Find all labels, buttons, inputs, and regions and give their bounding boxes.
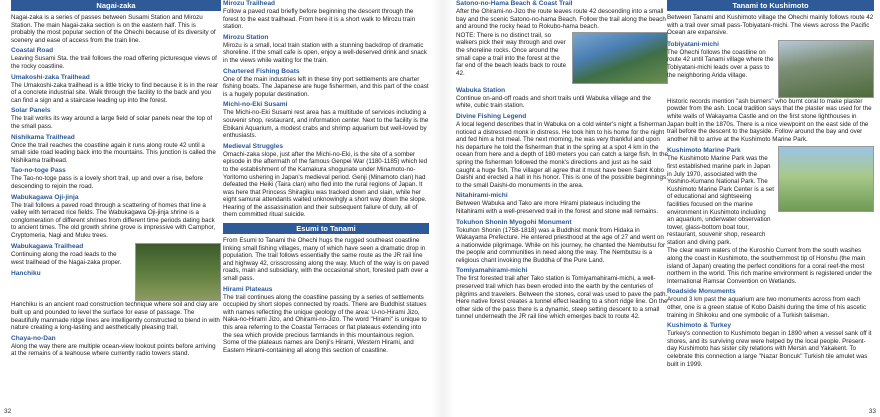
paragraph: Tokuhon Shonin (1758-1818) was a Buddhist monk from Hidaka in Wakayama Prefecture. He entered priesthood at the age of 27 and went on a nationwide pilgrimage. While on his journey, he chanted the Nembutsu for the people and communities in need along the way. The Nembutsu is a religious chant invoking the Buddha of the Pure Land. xyxy=(456,226,666,264)
paragraph: Leaving Susami Sta. the trail follows the road offering picturesque views of the rocky coastline. xyxy=(11,55,217,70)
section-banner-nagai-zaka: Nagai-zaka xyxy=(11,0,221,11)
intro-paragraph: Between Tanami and Kushimoto village the Ohechi mainly follows route 42 with a trail over small pass-Tobiyatani-michi. The views across the Pacific Ocean are expansive. xyxy=(667,14,874,37)
paragraph: Once the trail reaches the coastline again it runs along route 42 until a small side road leading back into the mountains. This junction is called the Nishikama trailhead. xyxy=(11,141,216,164)
heading-solar-panels: Solar Panels xyxy=(11,107,51,115)
heading-umakoshi-zaka: Umakoshi-zaka Trailhead xyxy=(11,73,90,81)
paragraph: Historic records mention "ash burners" who burnt coral to make plaster powder from the ash. Local tradition says that the plaster was used for the white walls of Wakayama Castle and on the first stone lighthouses in Japan built in the 1870s. There is a nice viewpoint on the east side of the trail before the descent to the bayside. Follow around the bay and over another hill to arrive at the Kushimoto Marine Park. xyxy=(667,97,872,143)
paragraph: The first forested trail after Tako station is Tomiyamahirami-michi, a well-preserved trail which has been eroded into the earth by the centuries of pilgrims and travelers. Between the stones, coral was used to pave the path. Here native forest creates a tunnel effect leading to a short ridge line. On the other side of the pass there is a dynamic, steep setting descent to a small tunnel underneath the JR rail line which emerges back to route 42. xyxy=(456,275,668,321)
paragraph: Along the way there are multiple ocean-view lookout points before arriving at the remains of a teahouse where currently radio towers stand. xyxy=(11,342,216,358)
heading-michi-no-eki: Michi-no-Eki Susami xyxy=(223,101,288,109)
heading-divine-fishing-legend: Divine Fishing Legend xyxy=(456,112,527,120)
page-gutter xyxy=(432,0,454,417)
paragraph: The Umakoshi-zaka trailhead is a little tricky to find because it is in the rear of a concrete industrial site. Walk through the facility to the back and you can find a sign and a staircase leading up into the forest. xyxy=(11,81,219,104)
heading-tokuhon-shonin: Tokuhon Shonin Myogohi Monument xyxy=(456,218,572,226)
heading-mirozu-station: Mirozu Station xyxy=(223,33,269,41)
heading-wabukagawa-oji-jinja: Wabukagawa Oji-jinja xyxy=(11,193,79,201)
column-4 xyxy=(667,0,874,417)
coast-photo xyxy=(572,32,668,84)
marine-park-photo xyxy=(778,146,874,212)
paragraph: Continue on-and-off roads and short trails until Wabuka village and the white, cubic train station. xyxy=(456,94,651,110)
column-3 xyxy=(456,0,668,417)
heading-medieval-struggles: Medieval Struggles xyxy=(223,142,284,150)
paragraph: Mirozu is a small, local train station with a stunning backdrop of dramatic shoreline. If the small cafe is open, enjoy a well-deserved drink and snack in the views while waiting for the train. xyxy=(223,41,427,64)
heading-wabukagawa-trailhead: Wabukagawa Trailhead xyxy=(11,243,84,251)
intro-paragraph: Nagai-zaka is a series of passes between Susami Station and Mirozu Station. The main Nagai-zaka section is on the eastern half. This is probably the most popular section of the Ohechi because of its diversity of scenery and ease of access from the train line. xyxy=(11,14,216,44)
heading-satono-no-hama: Satono-no-Hama Beach & Coast Trail xyxy=(456,0,573,7)
heading-tao-no-toge: Tao-no-toge Pass xyxy=(11,167,66,175)
section-banner-tanami-to-kushimoto: Tanami to Kushimoto xyxy=(667,0,874,11)
paragraph: A local legend describes that in Wabuka on a cold winter's night a fisherman noticed a distressed monk in distress. He took him to his home for the night and fed him a hot meal. The next morning, he was very thankful and upon his departure he told the fisherman that in the spring at a spot 4 km in the ocean from here and a depth of 180 meters you can catch a large fish. In the spring the fisherman followed the monk's directions and just as he said caught a huge fish. The villager all agree that it must have been Saint Kobo Daishi and erected a hall in his honor. This is one of the possible beginnings to the small Daishi-do monuments in the area. xyxy=(456,120,668,189)
trail-photo xyxy=(135,243,221,301)
paragraph: After the Ohirami-no-Jizo the route leaves route 42 descending into a small bay and the scenic Satono-no-hama Beach. Follow the trail along the beach and around the rocky head to Rokubo-hama beach. xyxy=(456,8,666,31)
heading-nishikama: Nishikama Trailhead xyxy=(11,133,75,141)
heading-coastal-road: Coastal Road xyxy=(11,47,54,55)
paragraph: Continuing along the road leads to the west trailhead of the Nagai-zaka proper. xyxy=(11,251,122,267)
paragraph: The trail follows a paved road through a scattering of homes that line a valley with terraced rice fields. The Wabukagawa Oji-jinja shrine is a conglomeration of different shrines from different time periods dating back to ancient times. The old growth shrine grove is impressive with Camphor, Cryptomeria, Nagi and Muku trees. xyxy=(11,201,216,239)
paragraph: The Michi-no-Eki Susami rest area has a multitude of services including a souvenir shop, restaurant, and information center. Next to the facility is the Ebikani Aquarium, a modest crabs and shrimp aquarium but well-loved by enthusiasts. xyxy=(223,109,429,140)
page-number-left: 32 xyxy=(4,408,12,415)
section-banner-esumi-to-tanami: Esumi to Tanami xyxy=(223,223,429,234)
heading-roadside-monuments: Roadside Monuments xyxy=(667,288,736,296)
paragraph: The Kushimoto Marine Park was the first established marine park in Japan in July 1970, associated with the Yoshino-Kumano National Park. The Kushimoto Marine Park Center is a set of educational and sightseeing facilities focused on the marine environment in Kushimoto including an aquarium, underwater observation tower, glass-bottom boat tour, restaurant, souvenir shop, research station and diving park. xyxy=(667,155,774,246)
paragraph: One of the main industries left in these tiny port settlements are charter fishing boats. The Japanese are huge fishermen, and this part of the coast is a hugely popular destination. xyxy=(223,75,429,98)
heading-tomiyamahirami-michi: Tomiyamahirami-michi xyxy=(456,267,528,275)
column-1 xyxy=(11,0,221,417)
heading-kushimoto-turkey: Kushimoto & Turkey xyxy=(667,322,731,330)
paragraph: Follow a paved road briefly before beginning the descent through the forest to the east trailhead. From here it is a short walk to Mirozu train station. xyxy=(223,8,416,31)
note-paragraph: NOTE: There is no distinct trail, so walkers pick their way through and over the shoreline rocks. Once around the small cape a trail into the forest at the far end of the beach leads back to route 42. xyxy=(456,31,567,77)
heading-kushimoto-marine-park: Kushimoto Marine Park xyxy=(667,147,741,155)
intro-paragraph: From Esumi to Tanami the Ohechi hugs the rugged southeast coastline linking small fishing villages, many of which have seen a dramatic drop in population. The trail follows essentially the same route as the JR rail line and highway 42, crisscrossing along the way. Much of the way is on paved roads, main and subsidiary, with the occasional short, forested path over a small pass. xyxy=(223,237,429,283)
heading-fishing-boats: Chartered Fishing Boats xyxy=(223,67,300,75)
paragraph: The trail works its way around a large field of solar panels near the top of the small pass. xyxy=(11,115,213,130)
page-number-right: 33 xyxy=(868,408,876,415)
heading-wabuka-station: Wabuka Station xyxy=(456,86,506,94)
heading-mirozu-trailhead: Mirozu Trailhead xyxy=(223,0,276,7)
paragraph: Turkey's connection to Kushimoto began in 1890 when a vessel sank off it shores, and its surviving crew were helped by the local people. Present-day Kushimoto has sister city relations with Mersin and Yakakent. To celebrate this connection a large "Nazar Boncuk" Turkish tile amulet was built in 1999. xyxy=(667,330,872,368)
heading-tobiyatani-michi: Tobiyatani-michi xyxy=(667,40,719,48)
paragraph: Hanchiku is an ancient road construction technique where soil and clay are built up and pounded to level the surface for ease of passage. The beautifully manmade ridge lines are intelligently constructed to blend in with nature creating a long-lasting and aesthetically pleasing trail. xyxy=(11,301,220,332)
heading-chaya-no-dan: Chaya-no-Dan xyxy=(11,334,56,342)
heading-hirami-plateaus: Hirami Plateaus xyxy=(223,285,273,293)
paragraph: Around 3 km past the aquarium are two monuments across from each other, one is a green statue of Kobo Daishi during the time of his ascetic training in Shikoku and one symbolic of a Turkish talisman. xyxy=(667,296,867,319)
paragraph: Omachi-zaka slope, just after the Michi-no-Eki, is the site of a somber episode in the aftermath of the famous Genpei War (1180-1185) which led to the establishment of the Kamakura shogunate under Minamoto-no-Yoritomo ushering in Japan's medieval period. Genji (Minamoto clan) had defeated the Heiki (Taira clan) who fled into the rural regions of Japan. It was here that Princess Shiragiku was tracked down and slain, while her eight samurai attendants waited unknowingly a short way down the slope. Hearing of the assassination and their subsequent failure of duty, all of them committed ritual suicide. xyxy=(223,150,428,219)
tobiyatani-photo xyxy=(778,40,874,98)
column-2 xyxy=(223,0,429,417)
heading-nitahirami-michi: Nitahirami-michi xyxy=(456,192,508,200)
paragraph: The Ohechi follows the coastline on route 42 until Tanami village where the Tobiyatani-michi leads over a pass to the neighboring Arida village. xyxy=(667,48,774,79)
paragraph: The Tao-no-toge pass is a lovely short trail, up and over a rise, before descending to rejoin the road. xyxy=(11,175,204,190)
paragraph: The trail continues along the coastline passing by a series of settlements occupied by short slopes connected by roads. There are Buddhist statues with names reflecting the unique geology of the area: U-no-Hirami Jizo, Naka-no-Hirami Jizo, and Ohirami-no-Jizo. The word "Hirami" is unique to this area referring to the Coastal Terraces or flat plateaus extending into the sea which provide precious farmlands in this mountainous region. Some of the plateaus names are Denji's Hirami, Western Hirami, and Eastern Hirami-containing all along this section of coastline. xyxy=(223,293,427,354)
heading-hanchiku: Hanchiku xyxy=(11,269,41,277)
paragraph: The clear warm waters of the Kuroshio Current from the south washes along the coast in Kushimoto, the southernmost tip of Honshu (the main island of Japan) creating the perfect conditions for a coral reef-the most northern in the world. This rich marine environment is registered under the International Ramsar Convention on Wetlands. xyxy=(667,247,872,285)
paragraph: Between Wabuka and Tako are more Hirami plateaus including the Nitahirami with a well-preserved trail in the forest and stone wall remains. xyxy=(456,200,659,215)
